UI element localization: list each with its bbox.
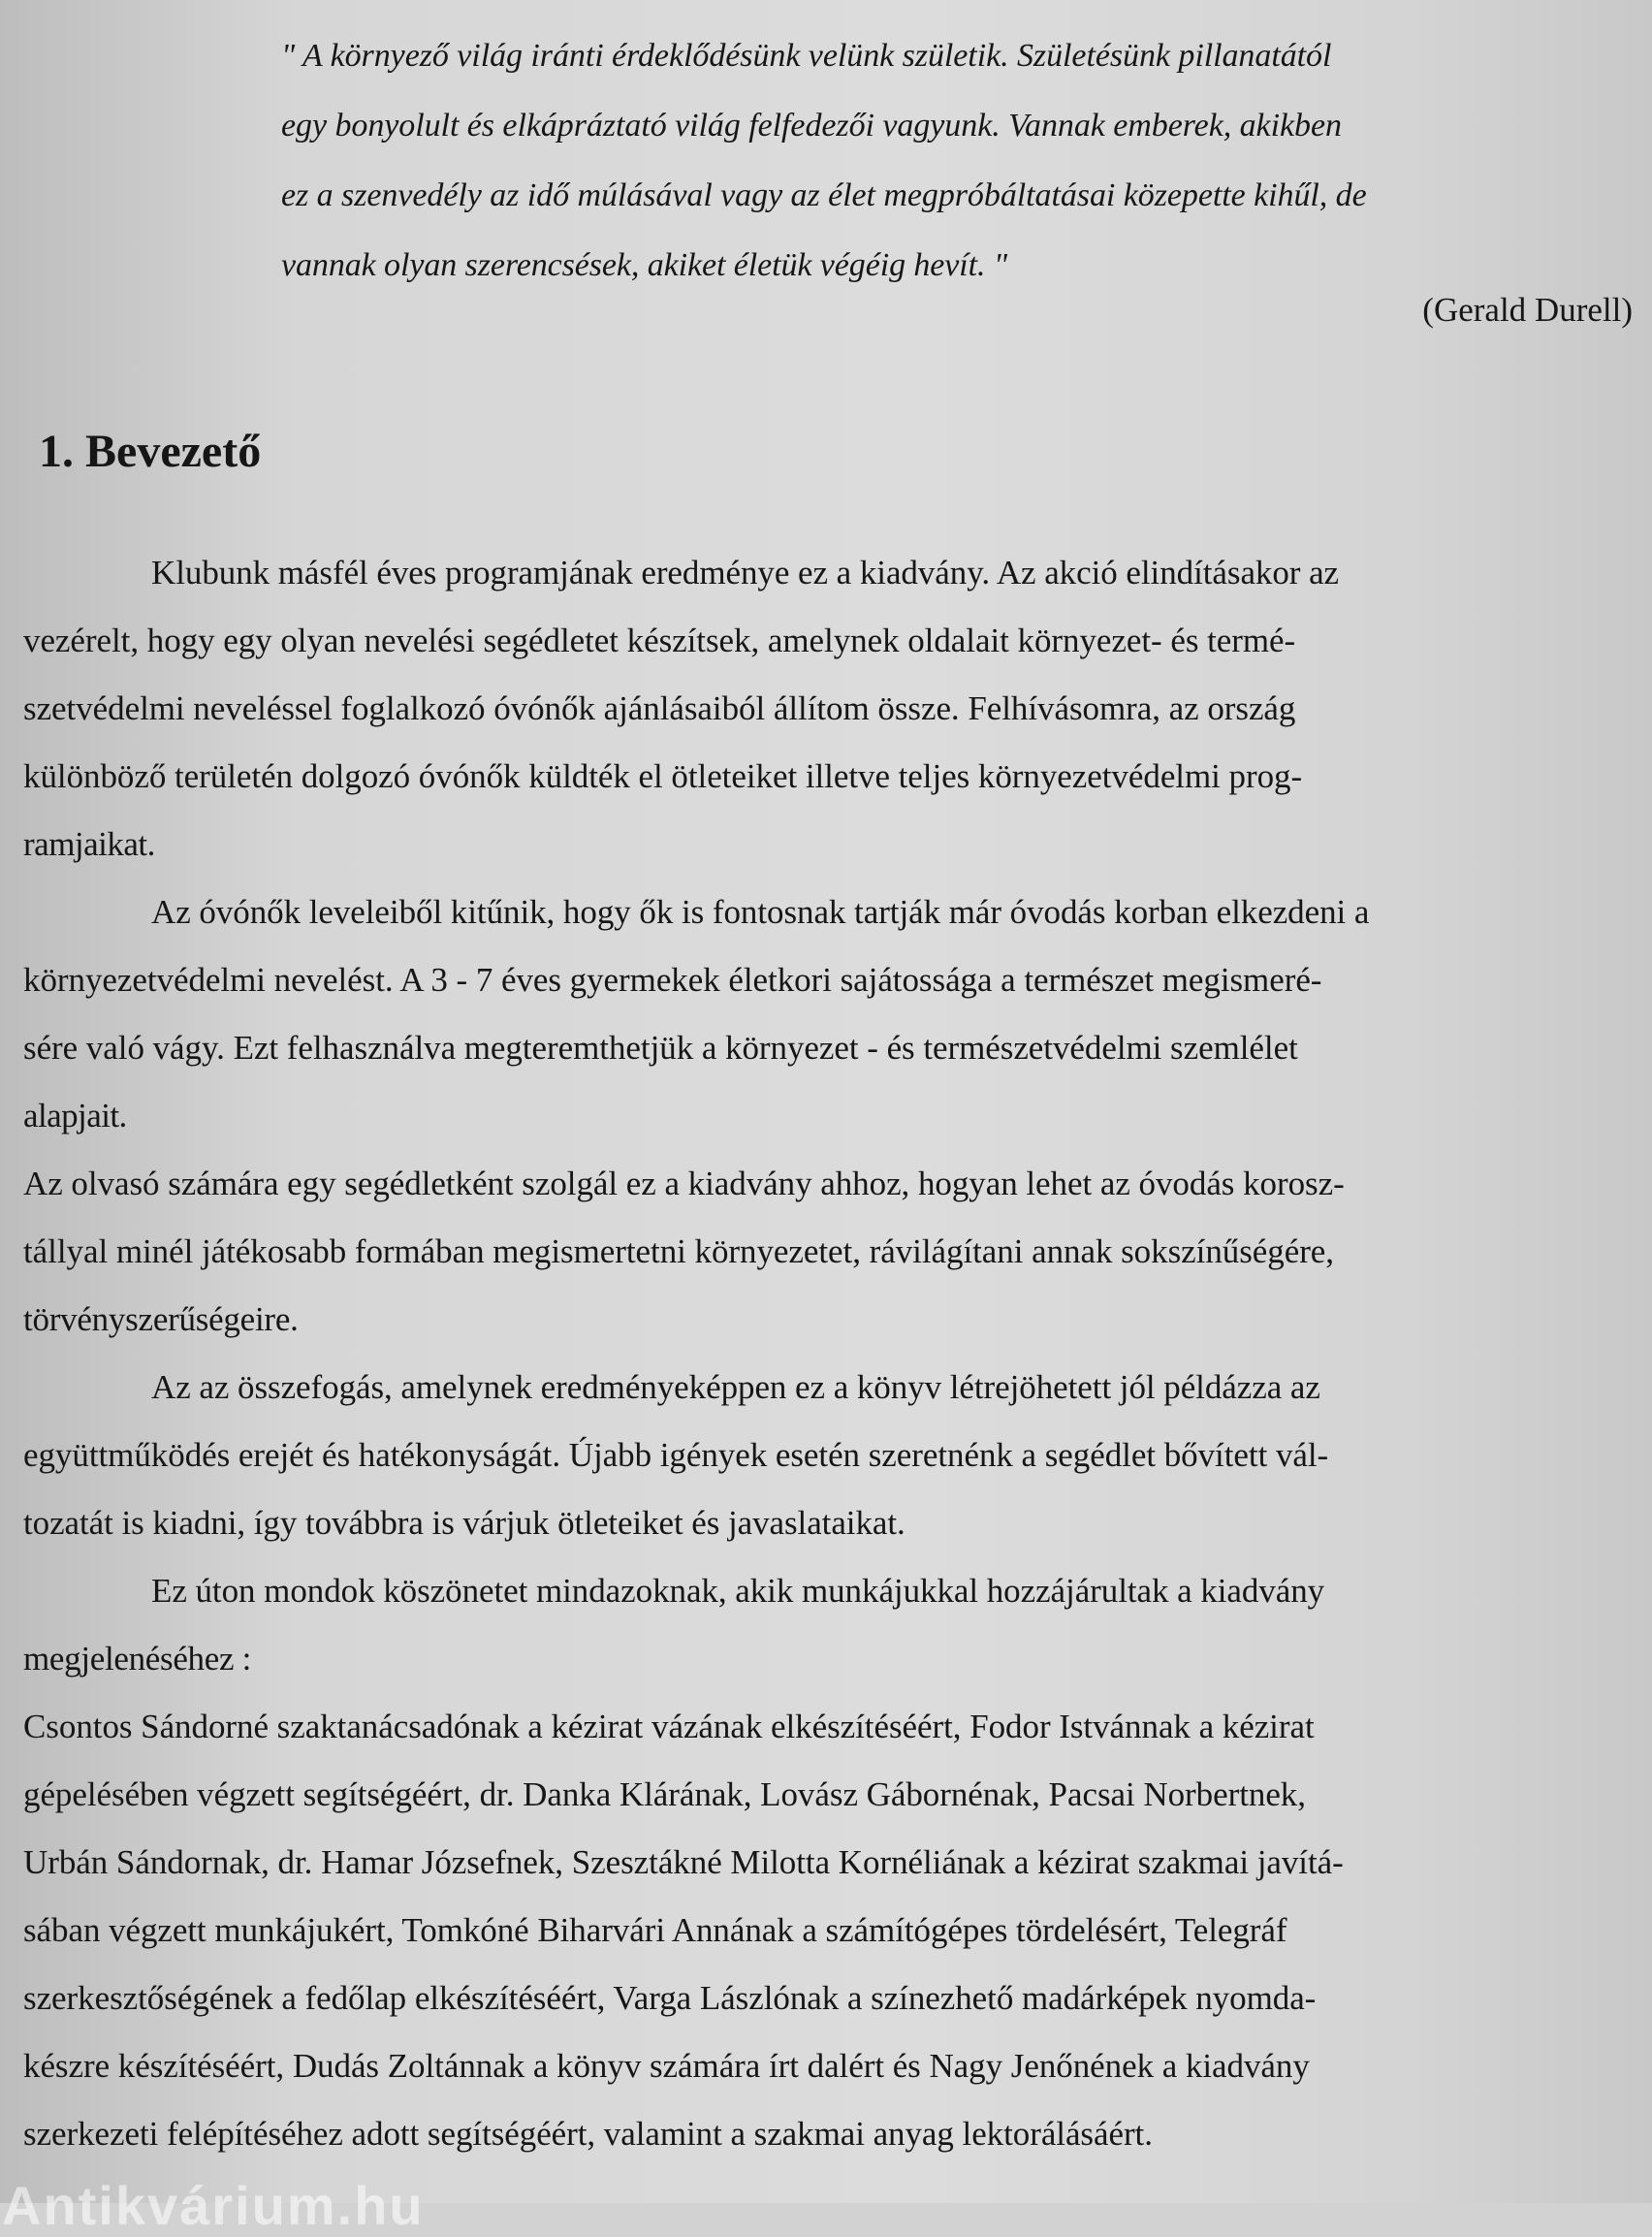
body-paragraph — [23, 1354, 1637, 1557]
paragraph-line: vezérelt, hogy egy olyan nevelési segédletet készítsek, amelynek oldalait környezet- és termé- — [23, 622, 1296, 659]
body-paragraph — [23, 539, 1637, 879]
paragraph-line: sére való vágy. Ezt felhasználva megteremthetjük a környezet - és természetvédelmi szemlélet — [23, 1029, 1298, 1067]
quote-author: (Gerald Durell) — [1422, 291, 1633, 329]
paragraph-line: tállyal minél játékosabb formában megismertetni környezetet, rávilágítani annak sokszínűségére, — [23, 1232, 1334, 1270]
body-paragraph — [23, 1557, 1637, 1693]
paragraph-line: szetvédelmi neveléssel foglalkozó óvónők ajánlásaiból állítom össze. Felhívásomra, az ország — [23, 689, 1296, 727]
epigraph-quote — [281, 21, 1634, 301]
paragraph-line: törvényszerűségeire. — [23, 1300, 299, 1338]
paragraph-line: Urbán Sándornak, dr. Hamar Józsefnek, Szesztákné Milotta Kornéliának a kézirat szakmai javítá- — [23, 1843, 1344, 1881]
paragraph-line: különböző területén dolgozó óvónők küldték el ötleteiket illetve teljes környezetvédelmi prog- — [23, 757, 1303, 795]
quote-line: vannak olyan szerencsések, akiket életük végéig hevít. " — [281, 247, 1008, 283]
paragraph-line: együttműködés erejét és hatékonyságát. Újabb igények esetén szeretnénk a segédlet bővített vál- — [23, 1436, 1329, 1474]
paragraph-line: Az az összefogás, amelynek eredményeképpen ez a könyv létrejöhetett jól példázza az — [151, 1368, 1320, 1406]
paragraph-line: gépelésében végzett segítségéért, dr. Danka Klárának, Lovász Gábornénak, Pacsai Norbertnek, — [23, 1775, 1306, 1813]
body-paragraph — [23, 879, 1637, 1150]
paragraph-line: Ez úton mondok köszönetet mindazoknak, akik munkájukkal hozzájárultak a kiadvány — [151, 1572, 1325, 1610]
paragraph-line: ramjaikat. — [23, 825, 155, 863]
paragraph-line: szerkesztőségének a fedőlap elkészítéséért, Varga Lászlónak a színezhető madárképek nyomda- — [23, 1979, 1317, 2017]
body-paragraph — [23, 1693, 1637, 2168]
watermark-text: Antikvárium.hu — [2, 2175, 425, 2236]
paragraph-line: megjelenéséhez : — [23, 1640, 252, 1678]
section-heading: 1. Bevezető — [39, 426, 262, 477]
quote-line: ez a szenvedély az idő múlásával vagy az élet megpróbáltatásai közepette kihűl, de — [281, 177, 1367, 213]
paragraph-line: Csontos Sándorné szaktanácsadónak a kézirat vázának elkészítéséért, Fodor Istvánnak a kézirat — [23, 1708, 1315, 1745]
section-body — [23, 539, 1637, 2168]
body-paragraph — [23, 1150, 1637, 1354]
paragraph-line: tozatát is kiadni, így továbbra is várjuk ötleteiket és javaslataikat. — [23, 1504, 905, 1542]
paragraph-line: alapjait. — [23, 1097, 127, 1134]
paragraph-line: készre készítéséért, Dudás Zoltánnak a könyv számára írt dalért és Nagy Jenőnének a kiadvány — [23, 2047, 1310, 2085]
paragraph-line: szerkezeti felépítéséhez adott segítségéért, valamint a szakmai anyag lektorálásáért. — [23, 2115, 1153, 2153]
paragraph-line: Klubunk másfél éves programjának eredménye ez a kiadvány. Az akció elindításakor az — [151, 554, 1340, 591]
paragraph-line: környezetvédelmi nevelést. A 3 - 7 éves gyermekek életkori sajátossága a természet megismeré- — [23, 961, 1322, 999]
paragraph-line: Az olvasó számára egy segédletként szolgál ez a kiadvány ahhoz, hogyan lehet az óvodás korosz- — [23, 1165, 1345, 1202]
paragraph-line: sában végzett munkájukért, Tomkóné Biharvári Annának a számítógépes tördelésért, Telegráf — [23, 1911, 1287, 1949]
paragraph-line: Az óvónők leveleiből kitűnik, hogy ők is fontosnak tartják már óvodás korban elkezdeni a — [151, 893, 1370, 931]
quote-line: egy bonyolult és elkápráztató világ felfedezői vagyunk. Vannak emberek, akikben — [281, 108, 1342, 144]
quote-line: " A környező világ iránti érdeklődésünk velünk születik. Születésünk pillanatától — [281, 38, 1332, 74]
